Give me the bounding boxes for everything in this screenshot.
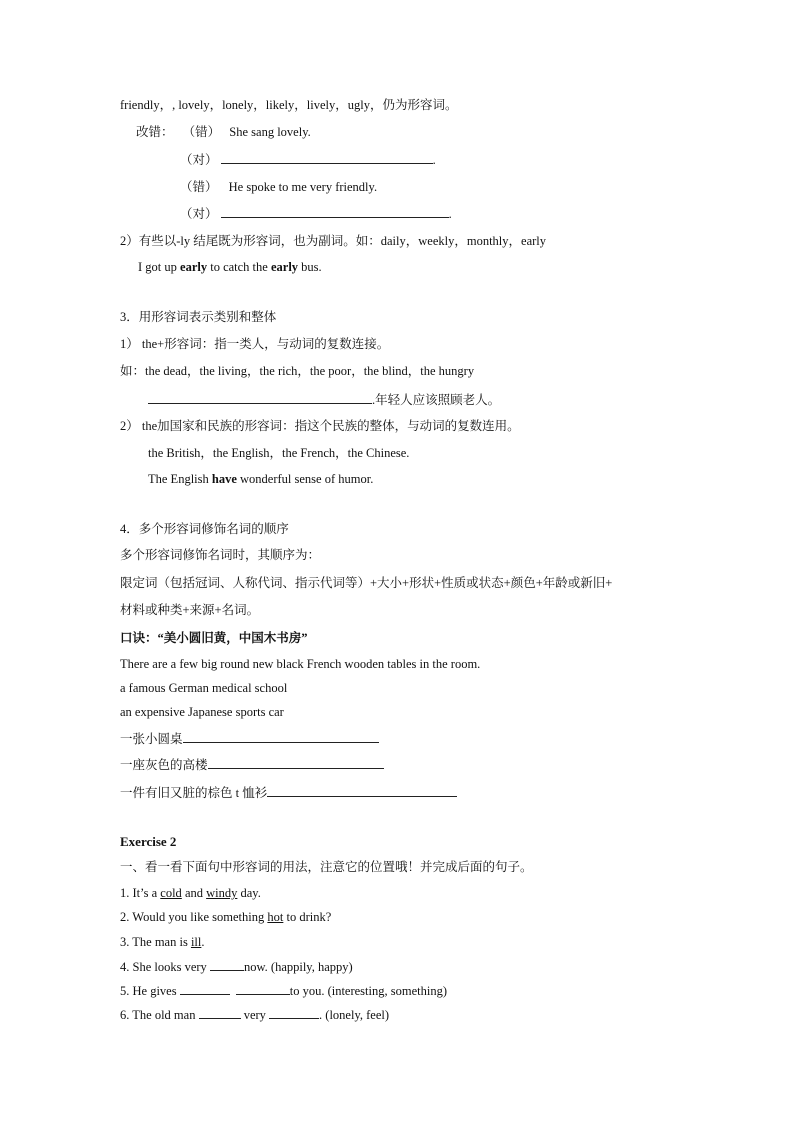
prompt: 一张小圆桌 bbox=[120, 732, 183, 746]
example-sentence bbox=[138, 259, 322, 275]
text-line: 2） the加国家和民族的形容词：指这个民族的整体，与动词的复数连用。 bbox=[120, 419, 520, 433]
text-line: 2）有些以-ly 结尾既为形容词，也为副词。如：daily，weekly，monthly，early bbox=[120, 234, 547, 248]
translate-question bbox=[120, 756, 384, 773]
exercise-item bbox=[120, 909, 331, 925]
bold-word: early bbox=[180, 260, 208, 274]
text: day. bbox=[237, 886, 261, 900]
answer-blank[interactable] bbox=[221, 205, 449, 218]
text: . bbox=[201, 935, 205, 949]
exercise-item bbox=[120, 885, 261, 901]
bold-word: have bbox=[211, 472, 237, 486]
correction-label: 改错： bbox=[136, 125, 174, 139]
text: 5. He gives bbox=[120, 984, 180, 998]
text-line: 如：the dead，the living，the rich，the poor，the blind，the hungry bbox=[120, 364, 475, 378]
underlined-word: cold bbox=[160, 886, 182, 900]
answer-blank[interactable] bbox=[180, 982, 230, 995]
exercise-title: Exercise 2 bbox=[120, 834, 177, 849]
prompt: 一座灰色的高楼 bbox=[120, 758, 208, 772]
answer-blank[interactable] bbox=[221, 151, 433, 164]
text: 1. It’s a bbox=[120, 886, 161, 900]
text: 6. The old man bbox=[120, 1008, 199, 1022]
wrong-sentence: He spoke to me very friendly. bbox=[228, 180, 378, 194]
text: .年轻人应该照顾老人。 bbox=[372, 393, 501, 407]
answer-blank[interactable] bbox=[236, 982, 290, 995]
text: to drink? bbox=[283, 910, 332, 924]
answer-blank[interactable] bbox=[208, 756, 384, 769]
text: . (lonely, feel) bbox=[319, 1008, 390, 1022]
answer-row bbox=[148, 391, 500, 408]
text: to you. (interesting, something) bbox=[289, 984, 447, 998]
right-tag: （对） bbox=[180, 153, 218, 167]
text-line: 多个形容词修饰名词时，其顺序为： bbox=[120, 548, 321, 562]
text: wonderful sense of humor. bbox=[236, 472, 374, 486]
text: now. (happily, happy) bbox=[243, 960, 353, 974]
mnemonic: 口诀：“美小圆旧黄，中国木书房” bbox=[120, 631, 308, 645]
text: very bbox=[240, 1008, 270, 1022]
exercise-instruction: 一、看一看下面句中形容词的用法，注意它的位置哦！并完成后面的句子。 bbox=[120, 860, 533, 874]
text-line: 1） the+形容词：指一类人，与动词的复数连接。 bbox=[120, 337, 390, 351]
prompt: 一件有旧又脏的棕色 t 恤衫 bbox=[120, 786, 268, 800]
wrong-sentence: She sang lovely. bbox=[229, 125, 311, 139]
exercise-item bbox=[120, 982, 447, 999]
underlined-word: windy bbox=[206, 886, 238, 900]
exercise-item bbox=[120, 1006, 389, 1023]
answer-blank[interactable] bbox=[148, 391, 372, 404]
translate-question bbox=[120, 730, 379, 747]
text: bus. bbox=[298, 260, 322, 274]
answer-blank[interactable] bbox=[267, 784, 457, 797]
underlined-word: ill bbox=[190, 935, 202, 949]
text: I got up bbox=[138, 260, 181, 274]
correction-row bbox=[180, 179, 377, 195]
wrong-tag: （错） bbox=[182, 125, 221, 139]
example-phrase: an expensive Japanese sports car bbox=[120, 705, 284, 719]
answer-blank[interactable] bbox=[199, 1006, 241, 1019]
example-sentence bbox=[148, 471, 373, 487]
section-heading: 3．用形容词表示类别和整体 bbox=[120, 310, 277, 324]
correction-row bbox=[136, 124, 311, 140]
example-sentence: There are a few big round new black French wooden tables in the room. bbox=[120, 657, 481, 671]
text-line: friendly，, lovely，lonely，likely，lively，ugly，仍为形容词。 bbox=[120, 98, 458, 112]
section-heading: 4．多个形容词修饰名词的顺序 bbox=[120, 522, 289, 536]
text: 4. She looks very bbox=[120, 960, 210, 974]
text: 3. The man is bbox=[120, 935, 191, 949]
right-tag: （对） bbox=[180, 207, 218, 221]
punct: . bbox=[448, 207, 452, 221]
exercise-item bbox=[120, 958, 353, 975]
text: The English bbox=[148, 472, 212, 486]
answer-blank[interactable] bbox=[210, 958, 244, 971]
text-line: 限定词（包括冠词、人称代词、指示代词等）+大小+形状+性质或状态+颜色+年龄或新旧+ bbox=[120, 576, 613, 590]
text-line: 材料或种类+来源+名词。 bbox=[120, 603, 260, 617]
text: to catch the bbox=[207, 260, 271, 274]
exercise-item bbox=[120, 934, 205, 950]
translate-question bbox=[120, 784, 457, 801]
punct: . bbox=[432, 153, 436, 167]
bold-word: early bbox=[270, 260, 299, 274]
answer-blank[interactable] bbox=[269, 1006, 319, 1019]
text: 2. Would you like something bbox=[120, 910, 268, 924]
text: and bbox=[181, 886, 207, 900]
example-phrase: a famous German medical school bbox=[120, 681, 288, 695]
answer-row bbox=[180, 205, 452, 222]
text-line: the British，the English，the French，the Chinese. bbox=[148, 446, 410, 460]
answer-row bbox=[180, 151, 436, 168]
answer-blank[interactable] bbox=[183, 730, 379, 743]
wrong-tag: （错） bbox=[180, 180, 218, 194]
underlined-word: hot bbox=[267, 910, 284, 924]
